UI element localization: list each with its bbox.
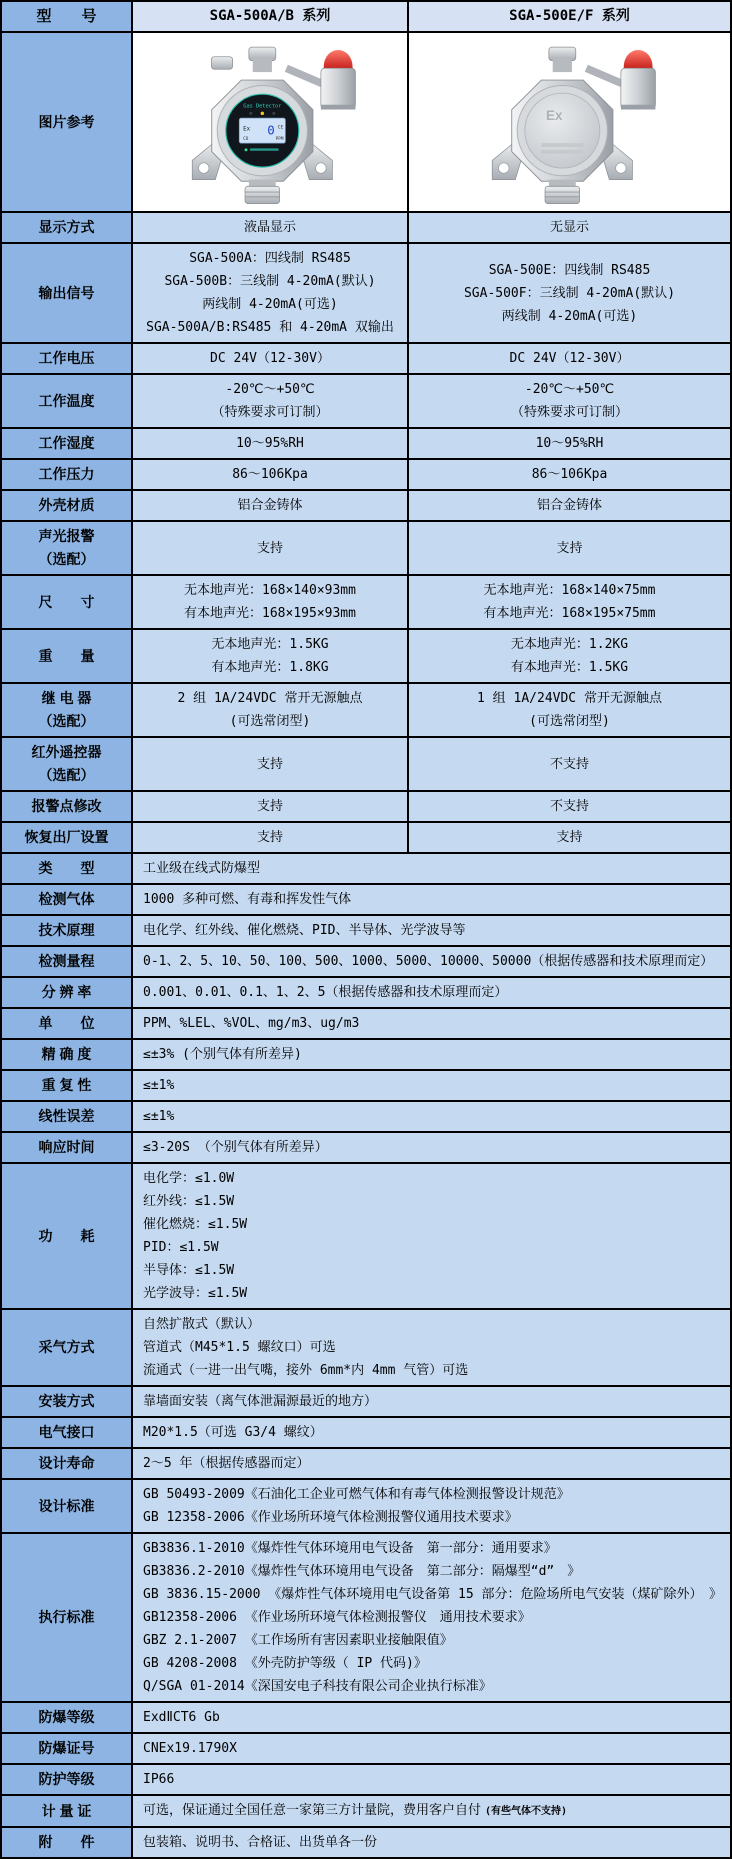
label-line: 计 量 证 (41, 1802, 92, 1819)
spec-row (2, 1387, 730, 1418)
spec-row (2, 1828, 730, 1857)
spec-row-label (2, 885, 133, 914)
spec-row-label (2, 429, 133, 458)
label-line: （选配） (38, 767, 95, 783)
label-line: 显示方式 (38, 219, 95, 235)
label-line: 响应时间 (38, 1139, 95, 1155)
value-line: 无显示 (549, 220, 589, 235)
spec-row-label (2, 1310, 133, 1385)
spec-row-label (2, 1071, 133, 1100)
label-line: 安装方式 (38, 1393, 95, 1409)
spec-row-label (2, 460, 133, 489)
lcd-unit-label: PPM (275, 137, 284, 143)
etched-text-line (541, 150, 583, 154)
label-line: （选配） (38, 551, 95, 567)
spec-row-label (2, 1418, 133, 1447)
gas-detector-no-display-image (450, 38, 690, 206)
value-line: 无本地声光：1.5KG (211, 637, 329, 652)
value-cell-series-ab (133, 738, 409, 790)
value-line: SGA-500F：三线制 4-20mA(默认) (463, 285, 676, 301)
value-line: (可选常闭型) (229, 714, 311, 729)
value-cell-series-ab (133, 460, 409, 489)
value-cell-span (133, 916, 730, 945)
value-cell-series-ef (409, 823, 730, 852)
top-neck (552, 59, 571, 72)
blank-face (524, 93, 599, 168)
value-cell-series-ef (409, 213, 730, 242)
top-neck (253, 59, 272, 72)
top-cable-gland (249, 47, 276, 60)
value-line: 两线制 4-20mA(可选) (202, 297, 338, 312)
value-cell-span (133, 1133, 730, 1162)
label-line: 继 电 器 (41, 690, 92, 706)
spec-row-label (2, 916, 133, 945)
value-line: 包装箱、说明书、合格证、出货单各一份 (143, 1835, 378, 1850)
spec-row (2, 684, 730, 738)
label-line: 防爆证号 (38, 1740, 95, 1756)
spec-row-label (2, 1040, 133, 1069)
spec-row (2, 1480, 730, 1534)
spec-row (2, 854, 730, 885)
value-cell-series-ef (409, 344, 730, 373)
spec-row-label (2, 1387, 133, 1416)
led-fault (272, 112, 275, 115)
value-line: 86～106Kpa (232, 467, 308, 482)
label-line: 功 耗 (38, 1227, 95, 1244)
label-line: 单 位 (38, 1015, 95, 1031)
spec-row-label (2, 947, 133, 976)
value-cell-span (133, 1387, 730, 1416)
value-cell-span (133, 854, 730, 883)
spec-row (2, 429, 730, 460)
value-cell-span (133, 1009, 730, 1038)
value-line: GB 50493-2009《石油化工企业可燃气体和有毒气体检测报警设计规范》 (143, 1487, 570, 1502)
spec-row-label (2, 1164, 133, 1308)
spec-row (2, 738, 730, 792)
value-cell-series-ef (409, 684, 730, 736)
label-line: 工作压力 (38, 466, 95, 482)
value-line: 管道式（M45*1.5 螺纹口）可选 (143, 1340, 336, 1355)
value-line: 无本地声光：168×140×93mm (184, 583, 356, 598)
value-cell-series-ab (133, 792, 409, 821)
display-screen (226, 94, 299, 167)
led-power (249, 112, 252, 115)
value-line: GB 4208-2008 《外壳防护等级（ IP 代码)》 (143, 1656, 427, 1671)
spec-row (2, 947, 730, 978)
value-line: 红外线：≤1.5W (143, 1194, 235, 1209)
value-line: 支持 (256, 540, 283, 556)
etched-text-line (541, 143, 583, 147)
spec-row (2, 916, 730, 947)
value-line: 2 组 1A/24VDC 常开无源触点 (177, 691, 363, 706)
spec-row-label (2, 1828, 133, 1857)
label-line: 工作温度 (38, 392, 95, 409)
spec-row (2, 522, 730, 576)
lcd-reading: 0 (267, 122, 275, 138)
value-cell-series-ab (133, 213, 409, 242)
value-cell-series-ef (409, 460, 730, 489)
spec-row-label (2, 344, 133, 373)
spec-row (2, 1734, 730, 1765)
spec-row-label (2, 1009, 133, 1038)
spec-row-label (2, 576, 133, 628)
spec-row-label (2, 823, 133, 852)
value-line: (可选常闭型) (529, 714, 610, 729)
value-cell-series-ab (133, 491, 409, 520)
label-line: 精 确 度 (41, 1046, 92, 1062)
label-line: 设计寿命 (38, 1455, 95, 1471)
value-line: GBZ 2.1-2007 《工作场所有害因素职业接触限值》 (143, 1633, 453, 1648)
ex-marking: Ex (545, 108, 562, 124)
spec-row-label (2, 1765, 133, 1794)
value-cell-series-ef (409, 630, 730, 682)
value-cell-series-ab (133, 576, 409, 628)
label-line: 工作电压 (38, 350, 95, 366)
label-line: 分 辨 率 (41, 984, 92, 1000)
label-line: 设计标准 (38, 1497, 95, 1514)
spec-row (2, 1449, 730, 1480)
spec-row (2, 1418, 730, 1449)
value-cell-span (133, 1828, 730, 1857)
value-line: 液晶显示 (243, 220, 296, 235)
spec-row (2, 885, 730, 916)
value-line: 不支持 (549, 756, 589, 772)
label-line: 线性误差 (38, 1108, 95, 1124)
value-line: DC 24V（12-30V） (210, 351, 330, 366)
label-line: 报警点修改 (31, 798, 102, 814)
value-line: GB12358-2006 《作业场所环境气体检测报警仪 通用技术要求》 (143, 1610, 531, 1625)
value-line: 10～95%RH (236, 436, 304, 451)
value-cell-span (133, 1418, 730, 1447)
value-line: CNEx19.1790X (143, 1741, 237, 1756)
spec-row (2, 1765, 730, 1796)
value-cell-span (133, 1040, 730, 1069)
label-line: 声光报警 (38, 528, 95, 544)
spec-row-label (2, 1734, 133, 1763)
value-line: -20℃～+50℃ (524, 382, 615, 397)
value-line: GB 3836.15-2000 《爆炸性气体环境用电气设备第 15 部分：危险场所电气安装（煤矿除外） 》 (143, 1587, 723, 1602)
value-line: 光学波导：≤1.5W (143, 1286, 248, 1301)
spec-row (2, 978, 730, 1009)
spec-row (2, 344, 730, 375)
label-line: 尺 寸 (38, 593, 95, 610)
value-cell-series-ef (409, 491, 730, 520)
value-line: ≤±1% (143, 1109, 175, 1124)
value-cell-series-ab (133, 244, 409, 342)
value-line: Q/SGA 01-2014《深国安电子科技有限公司企业执行标准》 (143, 1679, 492, 1694)
value-cell-span (133, 1310, 730, 1385)
value-line: SGA-500E：四线制 RS485 (488, 262, 651, 278)
value-cell-span (133, 1734, 730, 1763)
header-series-ef: SGA-500E/F 系列 (409, 2, 730, 31)
value-line: 有本地声光：168×195×75mm (483, 606, 656, 621)
value-cell-series-ab (133, 522, 409, 574)
spec-row (2, 1703, 730, 1734)
spec-rows-container (2, 213, 730, 1857)
spec-row-label (2, 630, 133, 682)
value-line: DC 24V（12-30V） (509, 351, 630, 366)
value-line: 电化学、红外线、催化燃烧、PID、半导体、光学波导等 (143, 923, 466, 938)
spec-row (2, 792, 730, 823)
label-line: 重 量 (38, 647, 95, 664)
spec-row-label (2, 738, 133, 790)
value-line: SGA-500B：三线制 4-20mA(默认) (164, 274, 376, 289)
value-cell-span (133, 1102, 730, 1131)
spec-row (2, 491, 730, 522)
label-line: （选配） (38, 713, 95, 729)
value-line: -20℃～+50℃ (225, 382, 315, 397)
value-cell-span (133, 978, 730, 1007)
spec-row-label (2, 522, 133, 574)
spec-row-label (2, 792, 133, 821)
spec-row (2, 1310, 730, 1387)
value-line: 0.001、0.01、0.1、1、2、5（根据传感器和技术原理而定） (143, 985, 508, 1000)
value-line: 自然扩散式（默认） (143, 1317, 261, 1332)
value-cell-span (133, 1449, 730, 1478)
lcd-gas-label: CO (243, 137, 249, 143)
value-cell-series-ab (133, 375, 409, 427)
value-line: 86～106Kpa (531, 467, 608, 482)
spec-row-label (2, 1703, 133, 1732)
spec-row (2, 1796, 730, 1828)
value-cell-span (133, 1703, 730, 1732)
value-line: SGA-500A/B:RS485 和 4-20mA 双输出 (146, 320, 394, 335)
value-line: 10～95%RH (535, 436, 604, 451)
value-line: 2～5 年（根据传感器而定） (143, 1456, 310, 1471)
spec-row (2, 244, 730, 344)
label-line: 输出信号 (38, 284, 95, 301)
value-cell-span (133, 1765, 730, 1794)
label-line: 红外遥控器 (31, 744, 102, 760)
value-line: 有本地声光：1.5KG (510, 660, 629, 675)
spec-row-label (2, 1102, 133, 1131)
product-photo-500ef (409, 33, 730, 211)
value-line: 半导体：≤1.5W (143, 1263, 235, 1278)
label-line: 恢复出厂设置 (24, 829, 109, 845)
value-cell-series-ab (133, 684, 409, 736)
value-line: 工业级在线式防爆型 (143, 861, 261, 876)
value-line: 有本地声光：1.8KG (211, 660, 329, 675)
alarm-beacon-icon (620, 50, 655, 110)
label-line: 外壳材质 (38, 497, 95, 513)
value-line: 铝合金铸体 (536, 498, 602, 513)
value-line: 支持 (556, 830, 583, 845)
spec-row-label (2, 1534, 133, 1701)
spec-row-label (2, 244, 133, 342)
value-line: GB 12358-2006《作业场所环境气体检测报警仪通用技术要求》 (143, 1510, 518, 1525)
value-cell-series-ef (409, 429, 730, 458)
sensor-head (545, 180, 580, 204)
value-line: 无本地声光：1.2KG (510, 637, 629, 652)
value-line: 靠墙面安装（离气体泄漏源最近的地方） (143, 1394, 378, 1409)
value-line: 可选，保证通过全国任意一家第三方计量院，费用客户自付 (有些气体不支持) (143, 1803, 568, 1818)
value-cell-series-ef (409, 522, 730, 574)
value-line: 支持 (256, 756, 283, 772)
status-dot (245, 148, 248, 151)
brand-text: Gas Detector (243, 103, 282, 110)
lcd-ex-mark: Ex (243, 126, 251, 133)
spec-row-label (2, 854, 133, 883)
spec-row (2, 1102, 730, 1133)
value-line: 催化燃烧：≤1.5W (143, 1217, 248, 1232)
value-cell-span (133, 1164, 730, 1308)
spec-row-label (2, 1480, 133, 1532)
lcd-ce-mark: CE (277, 125, 284, 131)
spec-row-label (2, 1449, 133, 1478)
value-line: 支持 (256, 830, 283, 845)
value-line: ≤3-20S （个别气体有所差异） (143, 1140, 328, 1155)
value-cell-series-ef (409, 576, 730, 628)
value-line: IP66 (143, 1772, 175, 1787)
value-line: 支持 (256, 799, 283, 814)
value-cell-span (133, 1071, 730, 1100)
label-line: 防护等级 (38, 1771, 95, 1787)
spec-row-label (2, 491, 133, 520)
value-line: 流通式（一进一出气嘴，接外 6mm*内 4mm 气管）可选 (143, 1363, 469, 1378)
header-model-label: 型 号 (2, 2, 133, 31)
value-cell-span (133, 1796, 730, 1826)
value-line: 不支持 (549, 799, 589, 814)
spec-row (2, 213, 730, 244)
value-line: SGA-500A：四线制 RS485 (189, 251, 351, 266)
image-reference-row (2, 33, 730, 213)
value-line: 支持 (556, 540, 583, 556)
spec-row (2, 1071, 730, 1102)
image-row-label: 图片参考 (2, 33, 133, 211)
value-line: PID：≤1.5W (143, 1240, 219, 1255)
alarm-beacon-icon (321, 50, 356, 110)
spec-row (2, 460, 730, 491)
spec-row-label (2, 1133, 133, 1162)
spec-row (2, 1009, 730, 1040)
value-cell-span (133, 1480, 730, 1532)
value-line: （特殊要求可订制） (211, 405, 329, 420)
value-cell-series-ef (409, 244, 730, 342)
value-cell-span (133, 885, 730, 914)
value-cell-series-ab (133, 630, 409, 682)
status-text-line (250, 148, 279, 150)
value-note: (有些气体不支持) (485, 1806, 568, 1817)
gas-detector-with-display-image (150, 38, 390, 206)
value-line: ExdⅡCT6 Gb (143, 1710, 220, 1725)
spec-row-label (2, 375, 133, 427)
sensor-head (245, 180, 280, 204)
value-cell-span (133, 1534, 730, 1701)
led-alarm (261, 112, 264, 115)
label-line: 重 复 性 (41, 1077, 92, 1093)
label-line: 检测量程 (38, 953, 95, 969)
value-line: GB3836.1-2010《爆炸性气体环境用电气设备 第一部分：通用要求》 (143, 1541, 557, 1556)
spec-row (2, 630, 730, 684)
value-line: PPM、%LEL、%VOL、mg/m3、ug/m3 (143, 1016, 360, 1031)
spec-row-label (2, 213, 133, 242)
value-line: 1000 多种可燃、有毒和挥发性气体 (143, 892, 352, 907)
header-series-ab: SGA-500A/B 系列 (133, 2, 409, 31)
spec-row (2, 1164, 730, 1310)
value-line: 两线制 4-20mA(可选) (501, 308, 638, 324)
side-plug (211, 57, 232, 69)
value-line: 1 组 1A/24VDC 常开无源触点 (477, 691, 662, 706)
spec-row (2, 375, 730, 429)
value-line: M20*1.5（可选 G3/4 螺纹） (143, 1425, 323, 1440)
spec-row-label (2, 1796, 133, 1826)
value-cell-series-ab (133, 429, 409, 458)
label-line: 工作湿度 (38, 435, 95, 451)
value-line: GB3836.2-2010《爆炸性气体环境用电气设备 第二部分：隔爆型“d” 》 (143, 1564, 581, 1579)
value-line: 铝合金铸体 (237, 498, 303, 513)
value-cell-span (133, 947, 730, 976)
spec-row (2, 823, 730, 854)
label-line: 附 件 (38, 1834, 95, 1850)
spec-row (2, 1133, 730, 1164)
value-line: （特殊要求可订制） (510, 405, 628, 420)
value-line: 无本地声光：168×140×75mm (483, 583, 656, 598)
table-header-row (2, 2, 730, 33)
label-line: 检测气体 (38, 891, 95, 907)
value-cell-series-ab (133, 823, 409, 852)
spec-row (2, 576, 730, 630)
spec-row-label (2, 978, 133, 1007)
value-cell-series-ef (409, 375, 730, 427)
value-cell-series-ef (409, 738, 730, 790)
value-cell-series-ef (409, 792, 730, 821)
label-line: 类 型 (38, 860, 95, 876)
label-line: 电气接口 (38, 1424, 95, 1440)
value-cell-series-ab (133, 344, 409, 373)
spec-row-label (2, 684, 133, 736)
label-line: 技术原理 (38, 922, 95, 938)
value-line: ≤±3% (个别气体有所差异) (143, 1047, 302, 1062)
label-line: 执行标准 (38, 1609, 95, 1625)
label-line: 采气方式 (38, 1339, 95, 1355)
value-line: 有本地声光：168×195×93mm (184, 606, 356, 621)
product-photo-500ab (133, 33, 409, 211)
spec-row (2, 1040, 730, 1071)
value-line: ≤±1% (143, 1078, 175, 1093)
value-line: 电化学：≤1.0W (143, 1171, 235, 1186)
label-line: 防爆等级 (38, 1709, 95, 1725)
spec-row (2, 1534, 730, 1703)
value-line: 0-1、2、5、10、50、100、500、1000、5000、10000、50000（根据传感器和技术原理而定） (143, 954, 714, 969)
top-cable-gland (548, 47, 575, 60)
